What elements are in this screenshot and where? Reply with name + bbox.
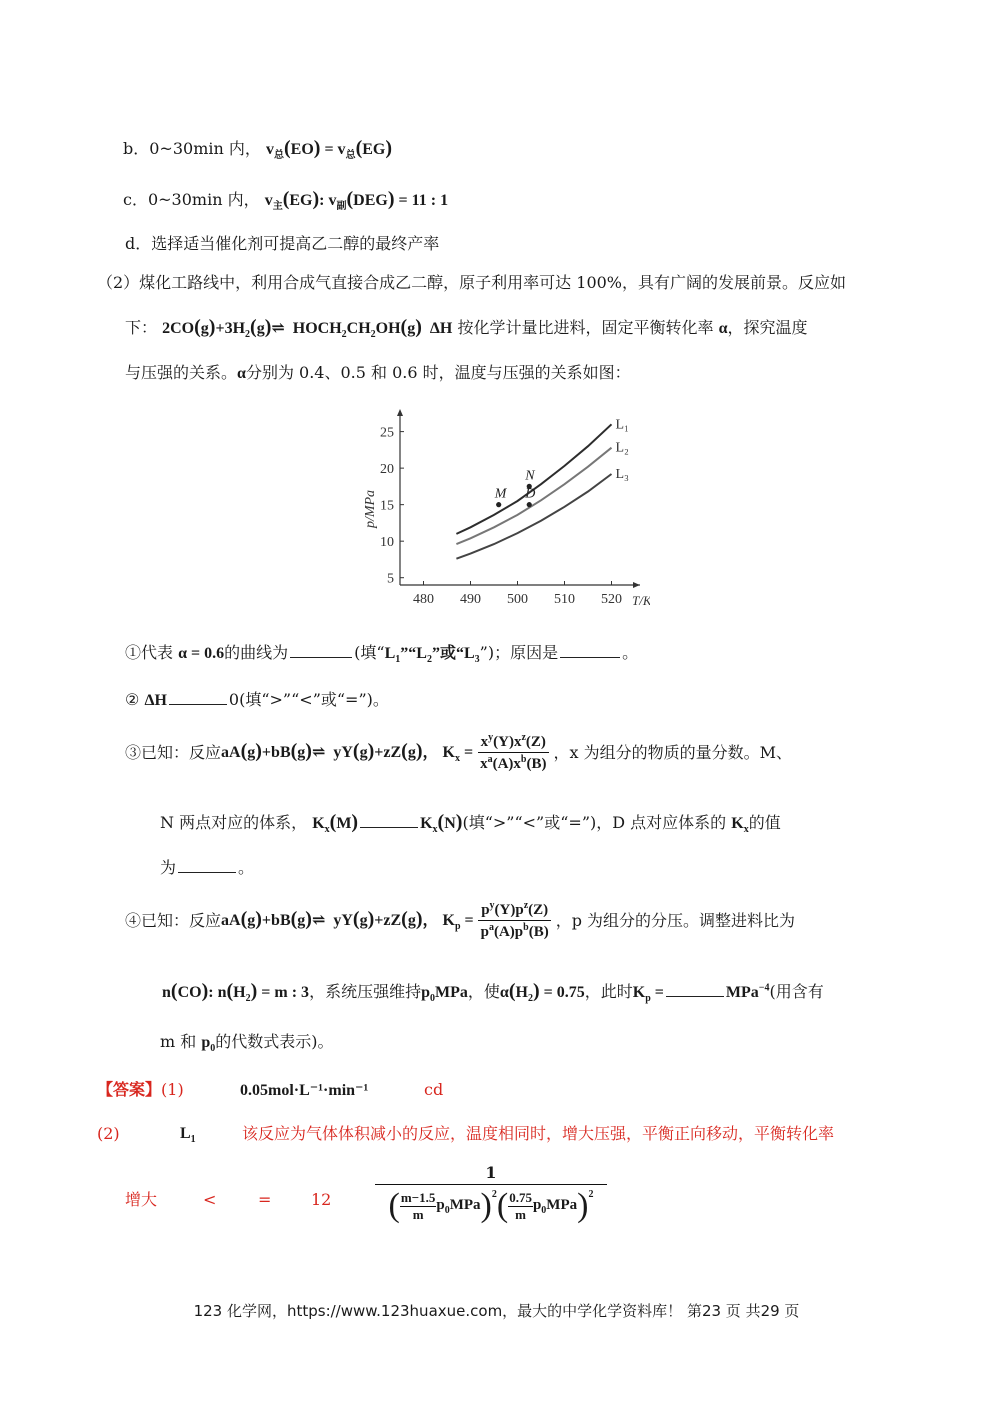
option-b-formula: $v_总(EO) = v_总(EG)$ [265, 137, 393, 162]
sub4-prefix: ④已知：反应 [125, 910, 222, 930]
sub2-dh: ΔH [144, 692, 167, 709]
point-label-M: M [494, 486, 507, 502]
series-label-2: L₂ [615, 440, 629, 456]
sub3-line3-text: 为 [160, 858, 177, 877]
answer-p2-reason: 该反应为气体体积减小的反应，温度相同时，增大压强，平衡正向移动，平衡转化率 [242, 1124, 835, 1143]
sub4-line2 [162, 979, 824, 1005]
sub2-prefix: ② [125, 690, 140, 709]
option-d: d．选择适当催化剂可提高乙二醇的最终产率 [125, 234, 440, 253]
pressure-temperature-chart [360, 405, 650, 615]
option-b-label: b．0~30min 内， [123, 139, 261, 158]
y-tick-label: 10 [380, 535, 394, 551]
sub3-line2c: 的值 [748, 813, 781, 832]
answer-p2-label: (2) [97, 1124, 120, 1143]
kp-unit: MPa$^{-4}$ [725, 982, 770, 1001]
series-label-3: L₃ [615, 466, 629, 482]
y-tick-label: 25 [380, 425, 394, 441]
kx-d: $K_x$ [731, 815, 749, 836]
p0-mpa: $p_0MPa$ [421, 984, 468, 1005]
answer-kp-fraction [375, 1163, 607, 1223]
y-axis-arrow [397, 409, 403, 416]
sub1-hint-end: ”)；原因是 [479, 643, 559, 662]
answer-p2-curve: $L_1$ [180, 1125, 196, 1146]
x-tick-label: 510 [554, 592, 575, 607]
sub2-hint: 0(填“>”“<”或“=”)。 [228, 690, 389, 709]
sub4-line3-b: 的代数式表示)。 [215, 1032, 334, 1051]
answer-line-1 [97, 1080, 184, 1100]
y-axis-label: p/MPa [363, 489, 378, 529]
answer-p2-lt: < [203, 1190, 217, 1209]
point-D [527, 502, 532, 507]
x-axis-arrow [633, 582, 640, 588]
x-tick-label: 490 [460, 592, 481, 607]
reaction-equation: $2CO(g)+3H_2(g)\rightleftharpoons$ $HOCH_2CH_2OH(g)$ ΔH [162, 316, 453, 341]
point-label-D: D [525, 486, 536, 502]
sub3-line2a: N 两点对应的体系， [160, 813, 308, 832]
part2-line2-suffix: 按化学计量比进料，固定平衡转化率 [457, 318, 714, 337]
sub4-blank-kp[interactable] [666, 995, 724, 997]
option-c-label: c．0~30min 内， [123, 190, 260, 209]
part2-line3-b: 分别为 0.4、0.5 和 0.6 时，温度与压强的关系如图： [245, 363, 631, 382]
x-tick-label: 500 [507, 592, 528, 607]
sub3-reaction: aA(g)+bB(g)⇌ yY(g)+zZ(g)， $K_x$ = [221, 740, 474, 765]
part2-line2-prefix: 下： [125, 318, 158, 337]
sub3-line3-end: 。 [238, 858, 255, 877]
sub2-blank[interactable] [169, 703, 227, 705]
sub3-blank-value[interactable] [178, 871, 236, 873]
option-c-formula: $v_主(EG)$: $v_副(DEG) = 11$ : 1 [264, 188, 449, 213]
sub-question-3 [125, 732, 792, 773]
answer-p1-value [240, 1080, 368, 1100]
sub3-line2 [160, 810, 781, 836]
part2-line3-a: 与压强的关系。 [125, 363, 238, 382]
x-axis-label: T/K [632, 593, 650, 608]
sub3-desc: ，x 为组分的物质的量分数。M、 [553, 742, 792, 762]
kx-m: $K_x(M)$ [312, 811, 359, 836]
kp-fraction: $\frac{p^y(Y)p^z(Z)}{p^a(A)p^b(B)}$ [478, 900, 552, 941]
y-tick-label: 20 [380, 462, 394, 478]
sub1-prefix: ①代表 [125, 643, 174, 662]
part2-line2-end: ，探究温度 [727, 318, 808, 337]
option-c [123, 187, 448, 213]
x-tick-label: 520 [601, 592, 622, 607]
x-tick-label: 480 [413, 592, 434, 607]
sub-question-2 [125, 690, 389, 710]
sub-question-1 [125, 643, 638, 666]
sub4-line2d: (用含有 [769, 982, 824, 1001]
sub4-reaction: aA(g)+bB(g)⇌ yY(g)+zZ(g)， $K_p$ = [221, 908, 474, 933]
answer-p2-twelve: 12 [311, 1190, 332, 1209]
sub-question-4 [125, 900, 795, 941]
answer-p1-rate: 0.05mol·L⁻¹·min⁻¹ [240, 1082, 369, 1099]
point-M [496, 502, 501, 507]
y-tick-label: 5 [387, 571, 394, 587]
alpha-h2: $\alpha(H_2) = 0.75$ [499, 980, 585, 1005]
part2-line1: （2）煤化工路线中，利用合成气直接合成乙二醇，原子利用率可达 100%，具有广阔的发展前景。反应如 [97, 273, 847, 292]
part2-line2 [125, 315, 808, 341]
sub1-blank-reason[interactable] [560, 656, 620, 658]
alpha-symbol-2: α [237, 365, 246, 382]
answer-p1-choice: cd [424, 1080, 444, 1099]
sub4-line2a: ，系统压强维持 [309, 982, 422, 1001]
sub4-line3-text: m 和 [160, 1032, 197, 1051]
kx-fraction: $\frac{x^y(Y)x^z(Z)}{x^a(A)x^b(B)}$ [477, 732, 549, 773]
sub4-line3 [160, 1032, 334, 1055]
answer-p1-label: (1) [161, 1080, 184, 1099]
sub1-blank-curve[interactable] [290, 656, 352, 658]
kp-eq: $K_p$ = [632, 984, 664, 1005]
answer-tag: 【答案】 [97, 1082, 162, 1099]
sub3-prefix: ③已知：反应 [125, 742, 222, 762]
chart-svg [360, 405, 650, 615]
point-label-N: N [525, 468, 535, 484]
sub1-options: $L_1”“L_2$”或“$L_3$ [384, 645, 480, 666]
sub3-line2b: (填“>”“<”或“=”)，D 点对应体系的 [462, 813, 727, 832]
sub4-line2b: ，使 [467, 982, 500, 1001]
alpha-symbol: α [718, 320, 728, 337]
sub1-alpha: α = 0.6 [178, 645, 225, 662]
kx-n: $K_x(N)$ [420, 811, 463, 836]
sub1-hint: (填“ [354, 643, 385, 662]
sub1-end: 。 [622, 643, 639, 662]
y-tick-label: 15 [380, 498, 394, 514]
sub1-mid: 的曲线为 [224, 643, 289, 662]
sub4-line2c: ，此时 [584, 982, 633, 1001]
sub4-desc: ，p 为组分的分压。调整进料比为 [555, 910, 796, 930]
part2-line3 [125, 363, 631, 383]
sub3-line3 [160, 858, 254, 877]
page-footer: 123 化学网，https://www.123huaxue.com，最大的中学化学资料库！ 第23 页 共29 页 [193, 1302, 800, 1320]
answer-p2-eq: = [258, 1190, 272, 1209]
feed-ratio: n(CO): $n(H_2) = m$ : 3 [162, 980, 310, 1005]
option-b [123, 136, 392, 162]
sub3-blank-compare[interactable] [360, 826, 418, 828]
answer-frac-denominator: ( m−1.5 m $p_0MPa$ ) $^2$ ( 0.75 m $p_0MPa$ ) $^2$ [388, 1187, 594, 1224]
answer-p2-curve-letter: L [180, 1125, 191, 1142]
p0-symbol: $p_0$ [201, 1034, 216, 1055]
series-label-1: L₁ [615, 417, 629, 433]
answer-frac-numerator: 1 [485, 1163, 497, 1182]
answer-p2-increase: 增大 [125, 1190, 158, 1209]
